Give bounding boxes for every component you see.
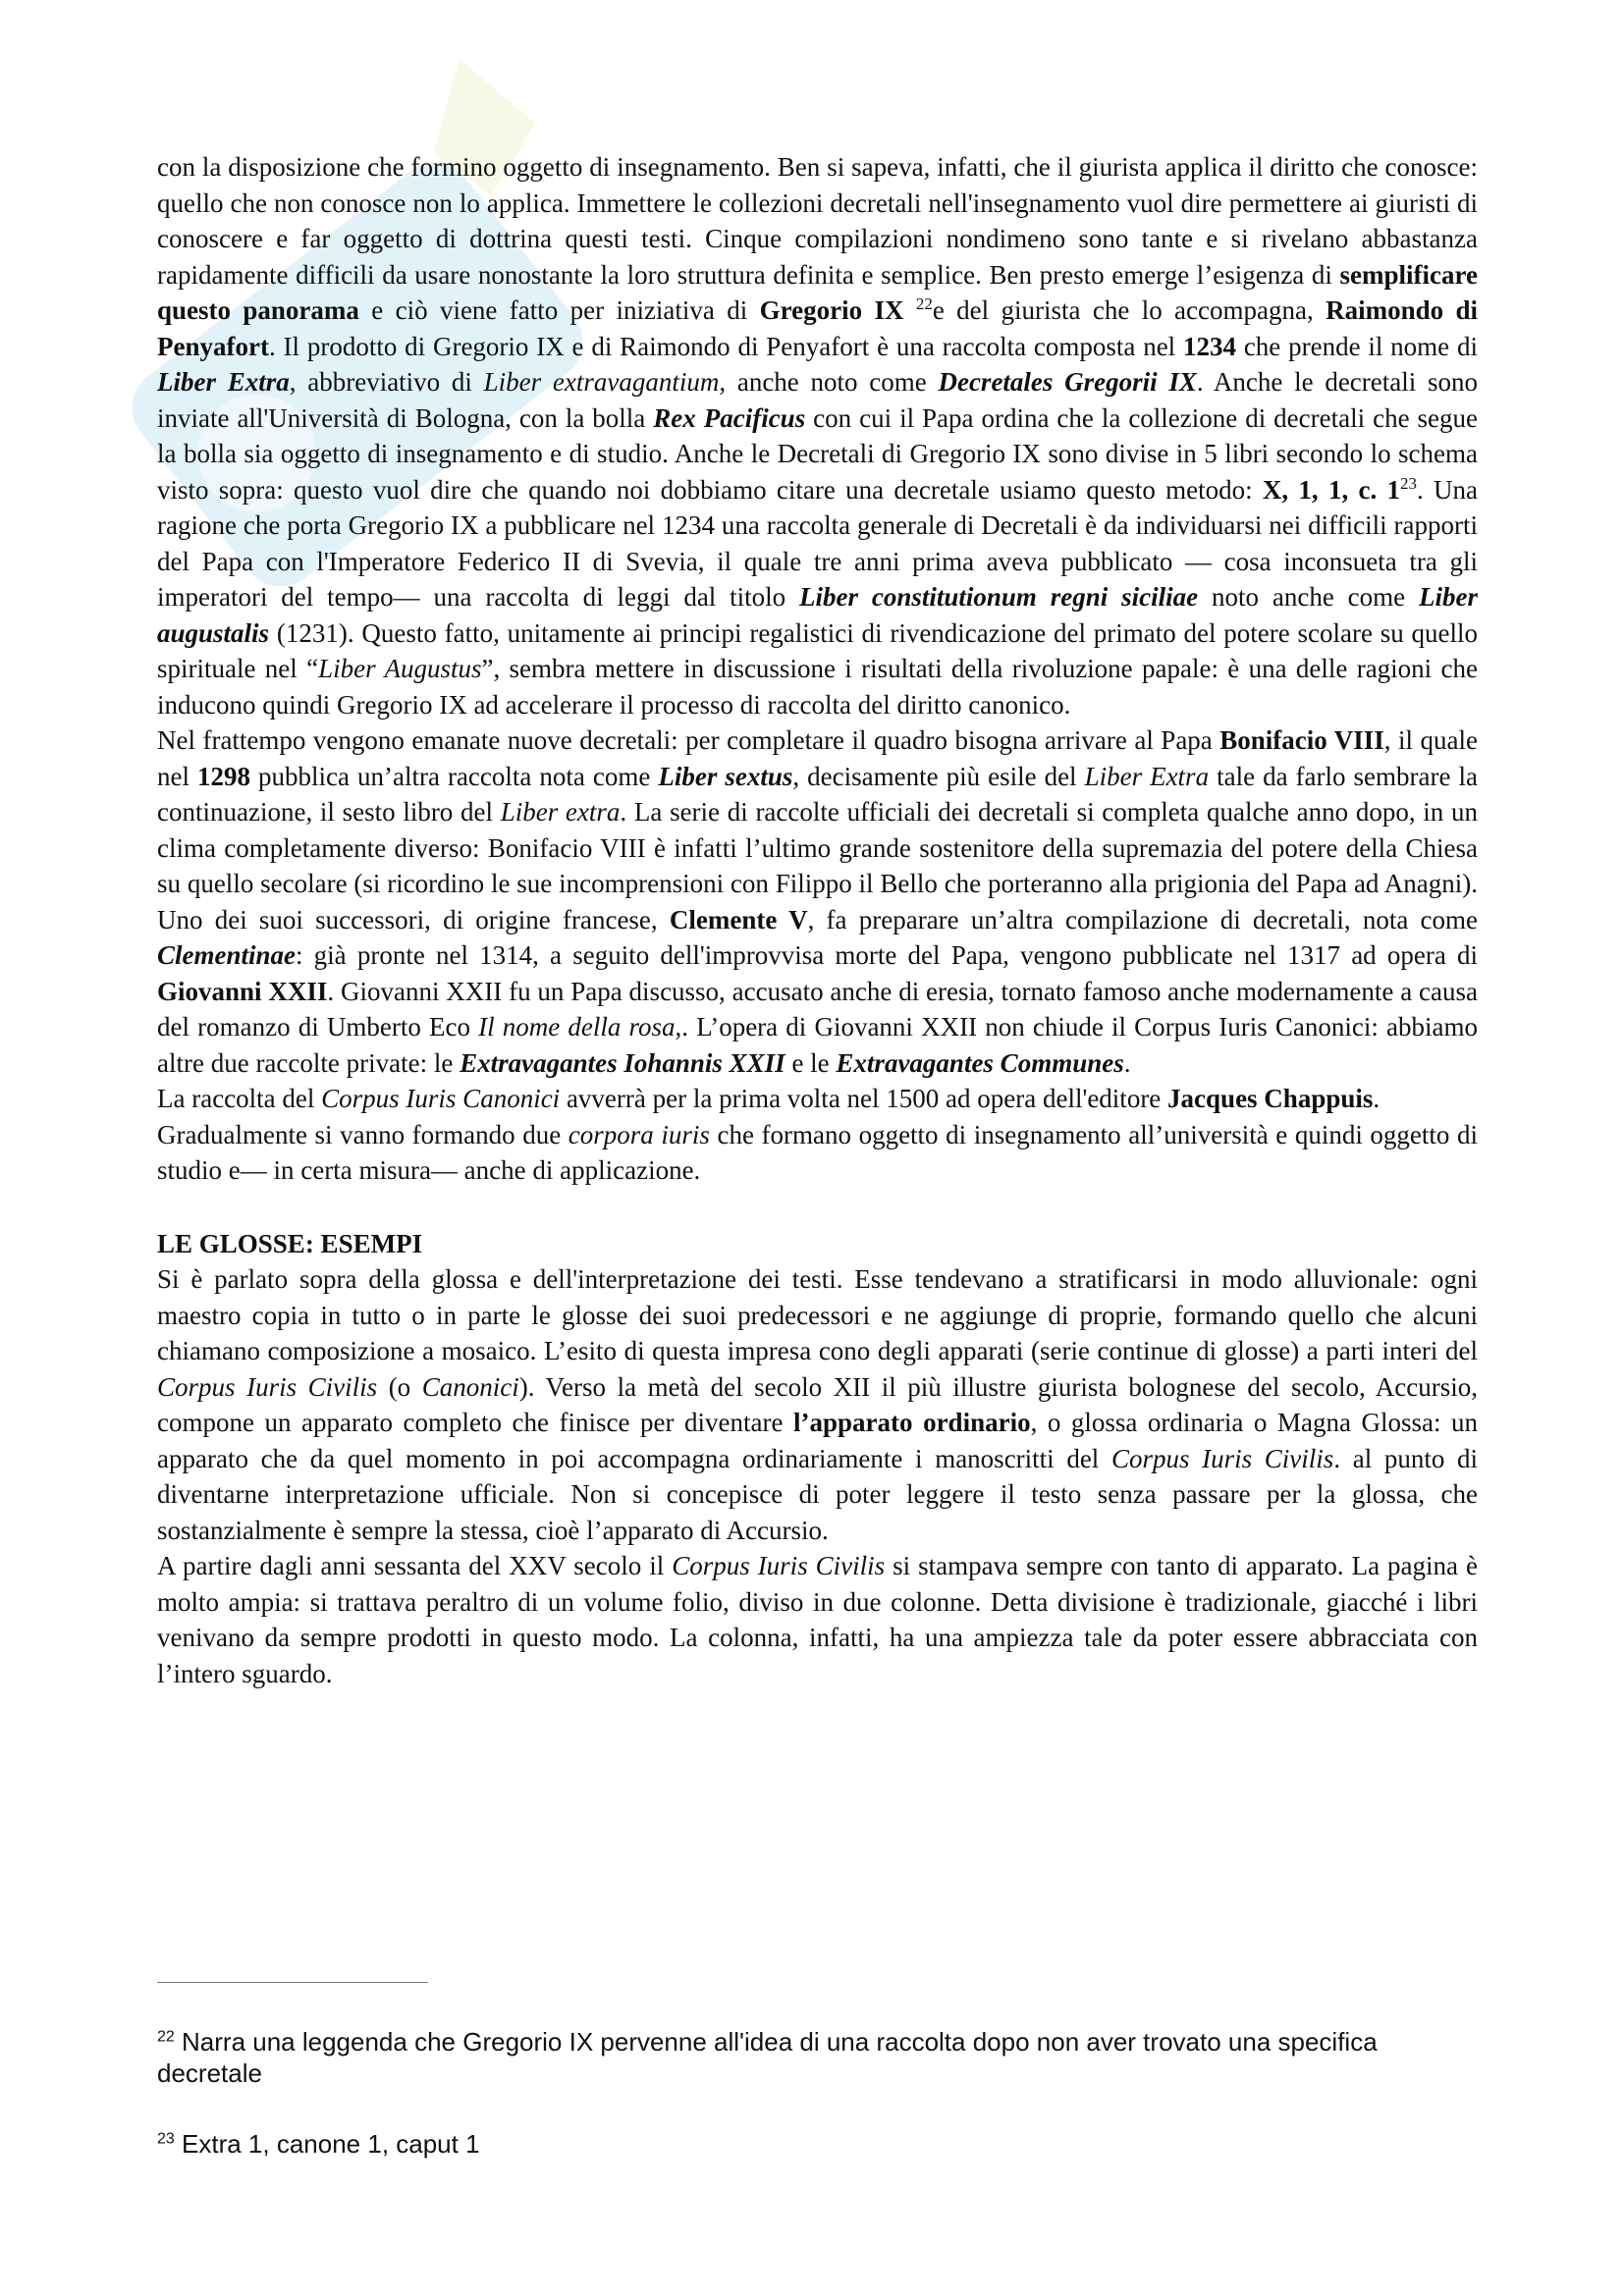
text-run: ,. L’opera di Giovanni XXII non chiude il Corpus Iuris Canonici: abbiamo altre due raccolte private: le [157,1012,1478,1078]
text-run: Liber constitutionum regni siciliae [799,582,1199,612]
text-run: si stampava sempre con tanto di apparato. La pagina è molto ampia: si trattava peraltro di un volume folio, diviso in due colonne. Detta divisione è tradizionale, giacché i libri venivano da sempre prodotti in questo modo. La colonna, infatti, ha una ampiezza tale da poter essere abbracciata con l’intero sguardo. [157,1551,1478,1688]
text-run: Liber Extra [157,367,290,397]
text-run: La raccolta del [157,1084,322,1113]
footnote-text: Extra 1, canone 1, caput 1 [174,2129,480,2159]
text-run: e del giurista che lo accompagna, [932,295,1326,325]
text-run: : già pronte nel 1314, a seguito dell'improvvisa morte del Papa, vengono pubblicate nel 1317 ad opera di [296,940,1478,970]
text-run: Corpus Iuris Civilis [672,1551,886,1580]
text-run: corpora iuris [568,1119,710,1149]
paragraph [157,722,1478,1081]
text-run: Liber augustalis [157,582,1478,648]
text-run: Liber extra [500,797,621,827]
footnote-ref: 22 [915,294,933,313]
text-run: 1234 [1183,331,1236,361]
text-run: semplificare questo panorama [157,259,1478,325]
text-run: Giovanni XXII [157,976,328,1006]
text-run: (o [377,1371,422,1402]
text-run: 1298 [197,761,250,791]
text-run: . [1373,1084,1380,1113]
text-run: Canonici [421,1371,519,1402]
text-run: Liber Augustus [318,654,482,683]
text-run: Nel frattempo vengono emanate nuove decretali: per completare il quadro bisogna arrivare al Papa [157,725,1220,755]
footnote-number: 23 [157,2130,175,2148]
text-run: Extravagantes Communes [836,1047,1124,1078]
footnote-22 [157,2026,1478,2089]
text-run: Raimondo di Penyafort [157,295,1478,361]
footnote-23 [157,2128,1478,2160]
text-run: , il quale nel [157,725,1478,791]
paragraph [157,1548,1478,1691]
footnote-text: Narra una leggenda che Gregorio IX pervenne all'idea di una raccolta dopo non aver trovato una specifica decretale [157,2027,1378,2088]
section-heading: LE GLOSSE: ESEMPI [157,1228,423,1258]
text-run: (1231). Questo fatto, unitamente ai principi regalistici di rivendicazione del primato del potere scolare su quello spirituale nel “ [157,617,1478,683]
text-run: , fa preparare un’altra compilazione di decretali, nota come [807,904,1478,934]
text-run: . La serie di raccolte ufficiali dei decretali si completa qualche anno dopo, in un clima completamente diverso: Bonifacio VIII è infatti l’ultimo grande sostenitore della supremazia del potere della Chiesa su quello secolare (si ricordino le sue incomprensioni con Filippo il Bello che porteranno alla prigionia del Papa ad Anagni). Uno dei suoi successori, di origine francese, [157,797,1478,934]
text-run: Corpus Iuris Civilis [157,1371,378,1402]
text-run: noto anche come [1198,582,1419,612]
text-run: . [1123,1047,1131,1078]
paragraph [157,1081,1478,1117]
footnote-divider [157,1982,428,1983]
text-run: Gradualmente si vanno formando due [157,1119,568,1149]
text-run: e ciò viene fatto per iniziativa di [358,295,760,325]
text-run: Il nome della rosa [478,1012,676,1041]
text-run: Decretales Gregorii IX [938,367,1197,397]
text-run: Extravagantes Iohannis XXII [460,1047,785,1078]
text-run: Liber sextus [658,761,793,791]
text-run: avverrà per la prima volta nel 1500 ad opera dell'editore [560,1084,1168,1113]
text-run: con la disposizione che formino oggetto di insegnamento. Ben si sapeva, infatti, che il giurista applica il diritto che conosce: quello che non conosce non lo applica. Immettere le collezioni decretali nell'insegnamento vuol dire permettere ai giuristi di conoscere e far oggetto di dottrina questi testi. Cinque compilazioni nondimeno sono tante e si rivelano abbastanza rapidamente difficili da usare nonostante la loro struttura definita e semplice. Ben presto emerge l’esigenza di [157,152,1478,290]
text-run: Gregorio IX [759,295,904,325]
text-run: . Giovanni XXII fu un Papa discusso, accusato anche di eresia, tornato famoso anche modernamente a causa del romanzo di Umberto Eco [157,976,1478,1041]
text-run: ”, sembra mettere in discussione i risultati della rivoluzione papale: è una delle ragioni che inducono quindi Gregorio IX ad accelerare il processo di raccolta del diritto canonico. [157,654,1478,720]
text-run: , abbreviativo di [289,367,484,397]
text-run: , decisamente più esile del [792,761,1085,791]
text-run: A partire dagli anni sessanta del XXV secolo il [157,1551,673,1580]
paragraph [157,1261,1478,1548]
text-run: Clemente V [669,904,808,934]
footnote-ref: 23 [1399,473,1417,493]
text-run: Liber Extra [1084,761,1210,791]
paragraph [157,1117,1478,1189]
footnote-number: 22 [157,2028,175,2046]
text-run: Clementinae [157,940,296,970]
text-run: Corpus Iuris Canonici [321,1084,561,1113]
text-run: l’apparato ordinario [793,1408,1031,1437]
text-run: Liber extravagantium, [483,367,727,397]
text-run: X, 1, 1, c. 1 [1262,474,1400,505]
text-run: che prende il nome di [1236,331,1478,361]
text-run: Jacques Chappuis [1167,1084,1374,1113]
text-run: ). Verso la metà del secolo XII il più illustre giurista bolognese del secolo, Accursio, compone un apparato completo che finisce per diventare [157,1371,1478,1437]
text-run [903,295,915,325]
text-run: . Anche le decretali sono inviate all'Università di Bologna, con la bolla [157,367,1478,433]
text-run: pubblica un’altra raccolta nota come [250,761,659,791]
text-run: tale da farlo sembrare la continuazione, il sesto libro del [157,761,1478,827]
text-run: Si è parlato sopra della glossa e dell'interpretazione dei testi. Esse tendevano a stratificarsi in modo alluvionale: ogni maestro copia in tutto o in parte le glosse dei suoi predecessori e ne aggiunge di proprie, formando quello che alcuni chiamano composizione a mosaico. L’esito di questa impresa cono degli apparati (serie continue di glosse) a parti interi del [157,1264,1478,1365]
text-run: e le [785,1047,837,1078]
text-run: , o glossa ordinaria o Magna Glossa: un apparato che da quel momento in poi accompagna ordinariamente i manoscritti del [157,1408,1478,1473]
text-run: Rex Pacificus [653,402,806,433]
text-run: . Una ragione che porta Gregorio IX a pubblicare nel 1234 una raccolta generale di Decretali è da individuarsi nei difficili rapporti del Papa con l'Imperatore Federico II di Svevia, il quale tre anni prima aveva pubblicato — cosa inconsueta tra gli imperatori del tempo— una raccolta di leggi dal titolo [157,474,1478,612]
text-run: Corpus Iuris Civilis [1110,1443,1334,1473]
text-run: con cui il Papa ordina che la collezione di decretali che segue la bolla sia oggetto di insegnamento e di studio. Anche le Decretali di Gregorio IX sono divise in 5 libri secondo lo schema visto sopra: questo vuol dire che quando noi dobbiamo citare una decretale usiamo questo metodo: [157,402,1478,505]
text-run: Bonifacio VIII [1219,725,1384,755]
text-run: che formano oggetto di insegnamento all’università e quindi oggetto di studio e— in certa misura— anche di applicazione. [157,1119,1479,1185]
text-run: anche noto come [726,367,939,397]
text-run: . al punto di diventarne interpretazione ufficiale. Non si concepisce di poter leggere il testo senza passare per la glossa, che sostanzialmente è sempre la stessa, cioè l’apparato di Accursio. [157,1443,1478,1545]
text-run: . Il prodotto di Gregorio IX e di Raimondo di Penyafort è una raccolta composta nel [268,331,1183,361]
paragraph [157,149,1478,722]
main-text [157,149,1478,1691]
